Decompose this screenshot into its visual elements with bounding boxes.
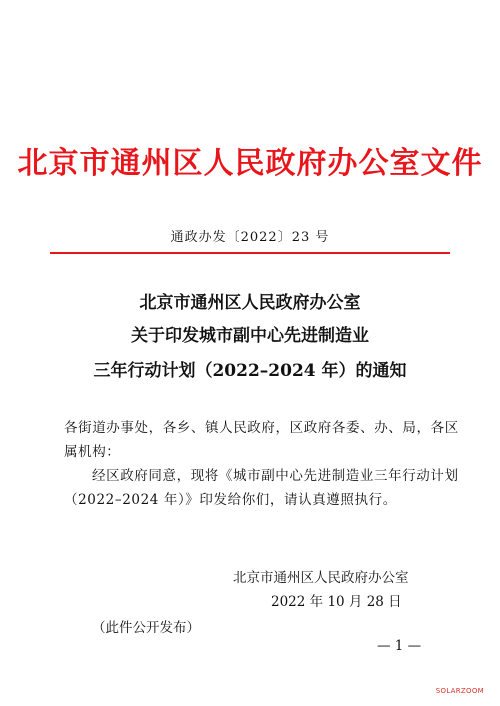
issue-date: 2022 年 10 月 28 日 [271,594,402,610]
content-line-1: 经区政府同意，现将《城市副中心先进制造业三年行动计划 [92,468,459,484]
document-header-title: 北京市通州区人民政府办公室文件 [17,146,483,181]
content-line-2: （2022–2024 年）》印发给你们，请认真遵照执行。 [64,492,397,508]
recipients-line-1: 各街道办事处，各乡、镇人民政府，区政府各委、办、局，各区 [64,420,459,436]
page-number: — 1 — [377,638,422,654]
title-line-1: 北京市通州区人民政府办公室 [139,293,361,313]
watermark-logo: SOLARZOOM [435,687,484,695]
issuer-signature: 北京市通州区人民政府办公室 [233,570,409,586]
recipients-line-2: 属机构： [64,444,121,460]
document-number: 通政办发〔2022〕23 号 [170,230,330,245]
title-line-3: 三年行动计划（2022–2024 年）的通知 [93,361,407,381]
red-separator-line [50,252,450,254]
title-line-2: 关于印发城市副中心先进制造业 [131,326,369,346]
publish-note: （此件公开发布） [92,620,200,636]
